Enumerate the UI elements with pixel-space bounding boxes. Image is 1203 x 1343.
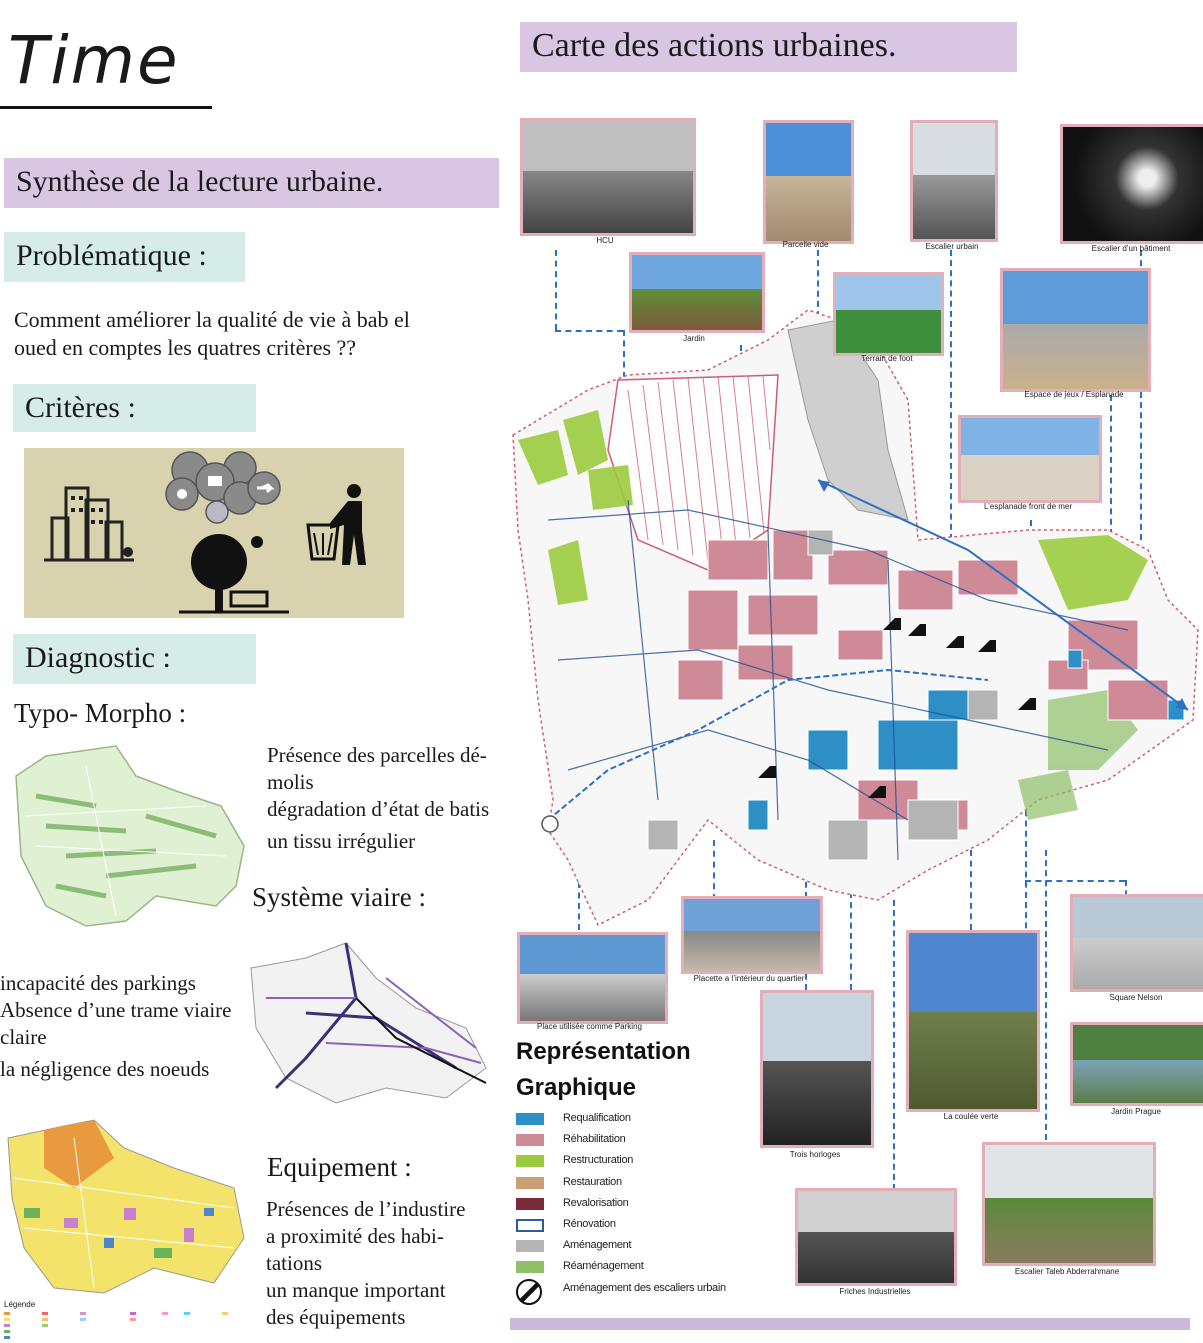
legend-label: Restauration xyxy=(563,1175,622,1188)
equip-point-4: un manque important xyxy=(266,1278,446,1302)
viaire-title: Système viaire : xyxy=(252,882,426,912)
photo-terrain xyxy=(833,272,944,356)
photo-parcelle xyxy=(763,120,854,244)
caption-place-parking: Place utilisée comme Parking xyxy=(537,1022,642,1031)
caption-espace-jeux: Espace de jeux / Esplanade xyxy=(1024,390,1124,399)
equip-point-5: des équipements xyxy=(266,1305,406,1329)
photo-espace-jeux xyxy=(1000,268,1151,392)
caption-square-nelson: Square Nelson xyxy=(1109,993,1163,1002)
road-system-map xyxy=(246,938,488,1108)
legend-label: Revalorisation xyxy=(563,1196,629,1209)
typo-title: Typo- Morpho : xyxy=(14,698,187,728)
legend-title-1: Représentation xyxy=(516,1038,691,1065)
caption-escalier-taleb: Escalier Taleb Abderrahmane xyxy=(1014,1267,1120,1276)
criteria-icons-panel xyxy=(24,448,404,618)
legend-label: Aménagement des escaliers urbain xyxy=(563,1281,726,1294)
photo-place-parking xyxy=(517,932,668,1024)
legend-item xyxy=(516,1283,816,1299)
legend-item xyxy=(516,1155,816,1171)
legend-swatch xyxy=(516,1261,544,1273)
caption-jardin-prague: Jardin Prague xyxy=(1111,1107,1161,1116)
synthesis-title: Synthèse de la lecture urbaine. xyxy=(4,158,499,208)
photo-jardin xyxy=(629,252,765,333)
equip-title: Equipement : xyxy=(267,1152,412,1182)
caption-parcelle: Parcelle vide xyxy=(782,240,829,249)
caption-coulee-verte: La coulée verte xyxy=(943,1112,999,1121)
caption-jardin: Jardin xyxy=(683,334,705,343)
legend-label: Réaménagement xyxy=(563,1260,644,1273)
mini-legend-title: Légende xyxy=(4,1300,36,1309)
mini-legend xyxy=(2,1310,246,1342)
caption-esplanade: L’esplanade front de mer xyxy=(983,502,1073,511)
legend-item xyxy=(516,1134,816,1150)
caption-friches: Friches Industrielles xyxy=(839,1287,911,1296)
buildings-icon xyxy=(44,478,134,563)
photo-escalier-batiment xyxy=(1060,124,1203,244)
legend-swatch xyxy=(516,1198,544,1210)
footer-bar xyxy=(510,1318,1190,1330)
viaire-points xyxy=(0,970,231,1083)
photo-square-nelson xyxy=(1070,894,1203,992)
typo-points xyxy=(267,742,489,855)
caption-escalier-batiment: Escalier d’un bâtiment xyxy=(1091,244,1171,253)
caption-terrain: Terrain de foot xyxy=(861,354,913,363)
legend-swatch xyxy=(516,1279,542,1305)
page-title: Time xyxy=(8,22,180,99)
caption-placette: Placette a l’intérieur du quartier xyxy=(693,974,805,983)
photo-escalier-taleb xyxy=(982,1142,1156,1266)
title-underline xyxy=(0,106,212,109)
legend-item xyxy=(516,1198,816,1214)
legend-item xyxy=(516,1240,816,1256)
transport-icon xyxy=(160,450,290,530)
trash-icon xyxy=(304,483,374,568)
viaire-point-1: incapacité des parkings xyxy=(0,971,196,995)
typo-point-4: un tissu irrégulier xyxy=(267,829,416,853)
criteria-title: Critères : xyxy=(13,384,256,432)
equip-point-2: a proximité des habi- xyxy=(266,1224,444,1248)
equip-point-1: Présences de l’industire xyxy=(266,1197,466,1221)
caption-hcu: HCU xyxy=(596,236,614,245)
legend-label: Aménagement xyxy=(563,1239,632,1252)
typo-point-1: Présence des parcelles dé- xyxy=(267,743,487,767)
legend-swatch xyxy=(516,1219,544,1232)
photo-jardin-prague xyxy=(1070,1022,1203,1106)
viaire-point-2: Absence d’une trame viaire xyxy=(0,998,232,1022)
legend-swatch xyxy=(516,1155,544,1167)
legend-title-2: Graphique xyxy=(516,1074,637,1101)
caption-trois-horloges: Trois horloges xyxy=(789,1150,841,1159)
viaire-point-3: claire xyxy=(0,1025,47,1049)
legend-item xyxy=(516,1261,816,1277)
photo-placette xyxy=(681,896,823,974)
photo-friches xyxy=(795,1188,957,1286)
diagnostic-title: Diagnostic : xyxy=(13,634,256,684)
typo-point-2: molis xyxy=(267,770,314,794)
legend-label: Réhabilitation xyxy=(563,1133,626,1146)
legend-swatch xyxy=(516,1240,544,1252)
legend-swatch xyxy=(516,1113,544,1125)
photo-hcu xyxy=(520,118,696,236)
photo-coulee-verte xyxy=(906,930,1040,1112)
legend-label: Restructuration xyxy=(563,1154,634,1167)
equipment-map xyxy=(4,1118,246,1298)
problem-text xyxy=(14,306,410,362)
photo-esplanade xyxy=(958,415,1102,503)
typo-point-3: dégradation d’état de batis xyxy=(267,797,490,821)
legend-swatch xyxy=(516,1134,544,1146)
legend-swatch xyxy=(516,1177,544,1189)
legend-label: Requalification xyxy=(563,1112,631,1124)
photo-escalier-urbain xyxy=(910,120,998,242)
viaire-point-4: la négligence des noeuds xyxy=(0,1057,210,1081)
caption-escalier-urbain: Escalier urbain xyxy=(925,242,979,251)
leader-line xyxy=(893,900,895,1190)
legend-item xyxy=(516,1177,816,1193)
equip-points xyxy=(266,1196,465,1331)
legend-item xyxy=(516,1113,816,1129)
typo-morpho-map xyxy=(6,736,246,931)
park-icon xyxy=(179,528,289,616)
map-title: Carte des actions urbaines. xyxy=(520,22,1017,72)
legend-item xyxy=(516,1219,816,1235)
equip-point-3: tations xyxy=(266,1251,322,1275)
problem-line-2: oued en comptes les quatres critères ?? xyxy=(14,335,357,360)
problem-title: Problématique : xyxy=(4,232,245,282)
legend-label: Rénovation xyxy=(563,1218,616,1230)
problem-line-1: Comment améliorer la qualité de vie à bab el xyxy=(14,307,410,332)
